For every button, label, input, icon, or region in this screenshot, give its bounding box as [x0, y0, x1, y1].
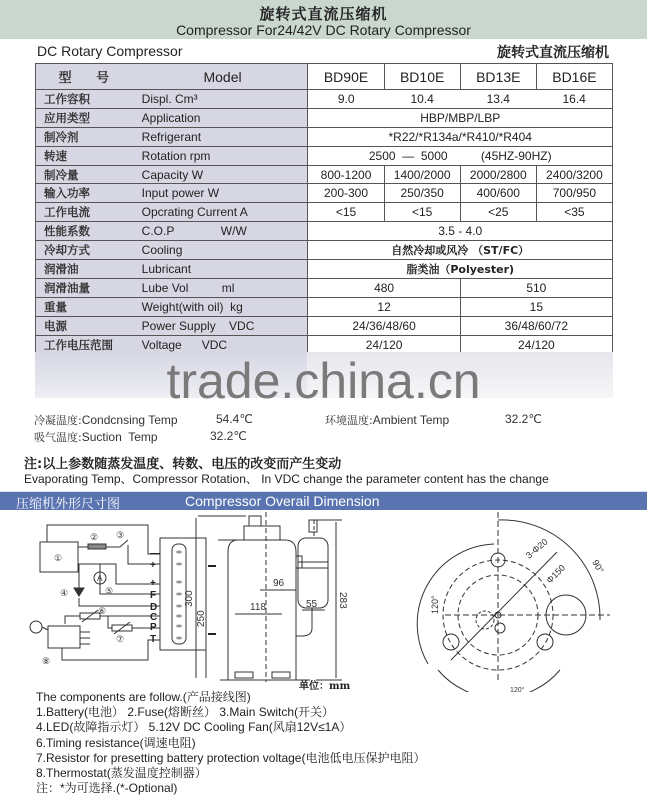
svg-text:250: 250 — [196, 610, 207, 627]
row-label-cn: 电源 — [36, 316, 138, 335]
cell: 15 — [460, 297, 612, 316]
svg-text:⑦: ⑦ — [116, 634, 125, 644]
svg-text:120°: 120° — [510, 687, 525, 692]
page-title-en: Compressor For24/42V DC Rotary Compressor — [176, 22, 471, 38]
cell: 36/48/60/72 — [460, 316, 612, 335]
component-item: 8.Thermostat(蒸发温度控制器） — [36, 766, 207, 781]
table-row — [36, 297, 613, 316]
cell: <15 — [384, 203, 460, 222]
table-row — [36, 260, 613, 279]
row-label-en: Weight(with oil) kg — [138, 297, 308, 316]
cell: 250/350 — [384, 184, 460, 203]
row-label-cn: 润滑油量 — [36, 278, 138, 297]
svg-text:T: T — [150, 634, 157, 645]
cell: 200-300 — [308, 184, 384, 203]
row-label-cn: 性能系数 — [36, 222, 138, 241]
svg-text:⑥: ⑥ — [98, 606, 107, 616]
svg-text:P: P — [150, 622, 157, 633]
cell: 1400/2000 — [384, 165, 460, 184]
note-en: Evaporating Temp、Compressor Rotation、 In VDC change the parameter content has the change — [24, 472, 549, 486]
svg-text:+: + — [150, 578, 156, 589]
table-row — [36, 241, 613, 260]
header-en: Model — [138, 64, 308, 90]
cell: 10.4 — [384, 90, 460, 109]
dimension-title-en: Compressor Overail Dimension — [185, 493, 380, 509]
header-cn: 型 号 — [36, 64, 138, 90]
cell: 9.0 — [308, 90, 384, 109]
svg-text:118: 118 — [250, 602, 266, 613]
row-label-en: Input power W — [138, 184, 308, 203]
svg-text:①: ① — [54, 553, 63, 563]
cell: 脂类油（Polyester) — [308, 260, 613, 279]
circuit-labels — [42, 530, 124, 666]
svg-text:②: ② — [90, 532, 99, 542]
row-label-en: Lube Vol ml — [138, 278, 308, 297]
svg-text:96: 96 — [273, 578, 285, 589]
svg-text:⑧: ⑧ — [42, 656, 51, 666]
row-label-en: Displ. Cm³ — [138, 90, 308, 109]
table-row — [36, 184, 613, 203]
condensing-temp-value: 54.4℃ — [216, 412, 253, 426]
cell: 24/36/48/60 — [308, 316, 460, 335]
row-label-cn: 冷却方式 — [36, 241, 138, 260]
ambient-temp-value: 32.2℃ — [505, 412, 542, 426]
ambient-temp: 环境温度:Ambient Temp — [325, 413, 450, 427]
svg-text:283: 283 — [337, 592, 348, 609]
table-row — [36, 165, 613, 184]
tick-marks — [208, 566, 216, 634]
components-intro: The components are follow.(产品接线图) — [36, 690, 251, 704]
svg-text:55: 55 — [306, 599, 318, 610]
row-label-en: Refrigerant — [138, 127, 308, 146]
row-label-cn: 工作容积 — [36, 90, 138, 109]
cell: 自然冷却或风冷 （ST/FC） — [308, 241, 613, 260]
row-label-cn: 工作电流 — [36, 203, 138, 222]
cell: <15 — [308, 203, 384, 222]
table-row — [36, 316, 613, 335]
cell: 24/120 — [460, 335, 612, 354]
compressor-top-view — [417, 512, 610, 692]
row-label-en: Opcrating Current A — [138, 203, 308, 222]
cell: 2400/3200 — [536, 165, 612, 184]
condensing-temp: 冷凝温度:Condcnsing Temp — [34, 413, 178, 427]
table-row — [36, 90, 613, 109]
svg-text:+: + — [150, 560, 156, 571]
svg-text:③: ③ — [116, 530, 125, 540]
cell: <25 — [460, 203, 536, 222]
svg-text:A: A — [97, 574, 103, 583]
row-label-cn: 制冷剂 — [36, 127, 138, 146]
page-title-cn: 旋转式直流压缩机 — [259, 5, 388, 23]
svg-text:④: ④ — [60, 588, 69, 598]
row-label-cn: 润滑油 — [36, 260, 138, 279]
dimension-diagram — [20, 512, 647, 692]
terminal-slots — [176, 551, 182, 640]
table-row — [36, 222, 613, 241]
row-label-cn: 输入功率 — [36, 184, 138, 203]
top-view-labels — [430, 537, 606, 692]
svg-text:90°: 90° — [590, 558, 606, 575]
note-cn: 注:以上参数随蒸发温度、转数、电压的改变而产生变动 — [24, 457, 342, 472]
row-label-en: Application — [138, 108, 308, 127]
cell: 2000/2800 — [460, 165, 536, 184]
row-label-en: Power Supply VDC — [138, 316, 308, 335]
svg-text:Φ150: Φ150 — [544, 562, 568, 586]
cell: <35 — [536, 203, 612, 222]
svg-text:⑤: ⑤ — [105, 586, 114, 596]
table-row — [36, 278, 613, 297]
component-item: 6.Timing resistance(调速电阻) — [36, 735, 196, 750]
row-label-cn: 制冷量 — [36, 165, 138, 184]
svg-text:—: — — [150, 548, 160, 559]
model-col: BD13E — [460, 64, 536, 90]
cell: 400/600 — [460, 184, 536, 203]
row-label-en: Lubricant — [138, 260, 308, 279]
cell: 13.4 — [460, 90, 536, 109]
components-list — [36, 690, 425, 796]
row-label-en: Cooling — [138, 241, 308, 260]
component-optional-note: 注：*为可选择.(*-Optional) — [36, 781, 178, 796]
model-col: BD10E — [384, 64, 460, 90]
cell: 24/120 — [308, 335, 460, 354]
row-label-cn: 应用类型 — [36, 108, 138, 127]
model-col: BD90E — [308, 64, 384, 90]
suction-temp: 吸气温度:Suction Temp — [34, 430, 158, 444]
row-label-cn: 工作电压范围 — [36, 335, 138, 354]
table-row — [36, 127, 613, 146]
terminal-labels — [150, 548, 160, 645]
row-label-cn: 转速 — [36, 146, 138, 165]
svg-text:D: D — [150, 602, 158, 613]
svg-text:3-Φ20: 3-Φ20 — [523, 536, 550, 561]
row-label-en: Rotation rpm — [138, 146, 308, 165]
table-header-row — [36, 64, 613, 90]
dimension-arrows — [196, 518, 336, 678]
row-label-en: C.O.P W/W — [138, 222, 308, 241]
table-row — [36, 108, 613, 127]
model-col: BD16E — [536, 64, 612, 90]
subheader-right: 旋转式直流压缩机 — [497, 45, 609, 61]
cell: HBP/MBP/LBP — [308, 108, 613, 127]
svg-text:F: F — [150, 590, 157, 601]
cell: 700/950 — [536, 184, 612, 203]
table-row — [36, 146, 613, 165]
suction-temp-value: 32.2℃ — [210, 429, 247, 443]
cell: 12 — [308, 297, 460, 316]
subheader-left: DC Rotary Compressor — [37, 43, 183, 59]
cell: 800-1200 — [308, 165, 384, 184]
cell: 2500 — 5000 (45HZ-90HZ) — [308, 146, 613, 165]
dimension-section-header — [0, 491, 647, 510]
svg-text:300: 300 — [184, 590, 195, 607]
table-row — [36, 203, 613, 222]
cell: 480 — [308, 278, 460, 297]
svg-text:C: C — [150, 612, 158, 623]
component-item: 1.Battery(电池） 2.Fuse(熔断丝） 3.Main Switch(开关） — [36, 705, 335, 720]
component-item: 7.Resistor for presetting battery protection voltage(电池低电压保护电阻） — [36, 750, 426, 765]
unit-label: 单位：mm — [299, 681, 351, 692]
compressor-side-view — [198, 512, 342, 682]
spec-table — [35, 63, 613, 354]
dimension-title-cn: 压缩机外形尺寸图 — [16, 497, 121, 512]
watermark: trade.china.cn — [166, 353, 481, 409]
component-item: 4.LED(故障指示灯） 5.12V DC Cooling Fan(风扇12V≤1A） — [36, 720, 352, 735]
cell: 3.5 - 4.0 — [308, 222, 613, 241]
row-label-en: Capacity W — [138, 165, 308, 184]
row-label-cn: 重量 — [36, 297, 138, 316]
row-label-en: Voltage VDC — [138, 335, 308, 354]
cell: 16.4 — [536, 90, 612, 109]
svg-text:120°: 120° — [430, 595, 440, 614]
cell: 510 — [460, 278, 612, 297]
cell: *R22/*R134a/*R410/*R404 — [308, 127, 613, 146]
